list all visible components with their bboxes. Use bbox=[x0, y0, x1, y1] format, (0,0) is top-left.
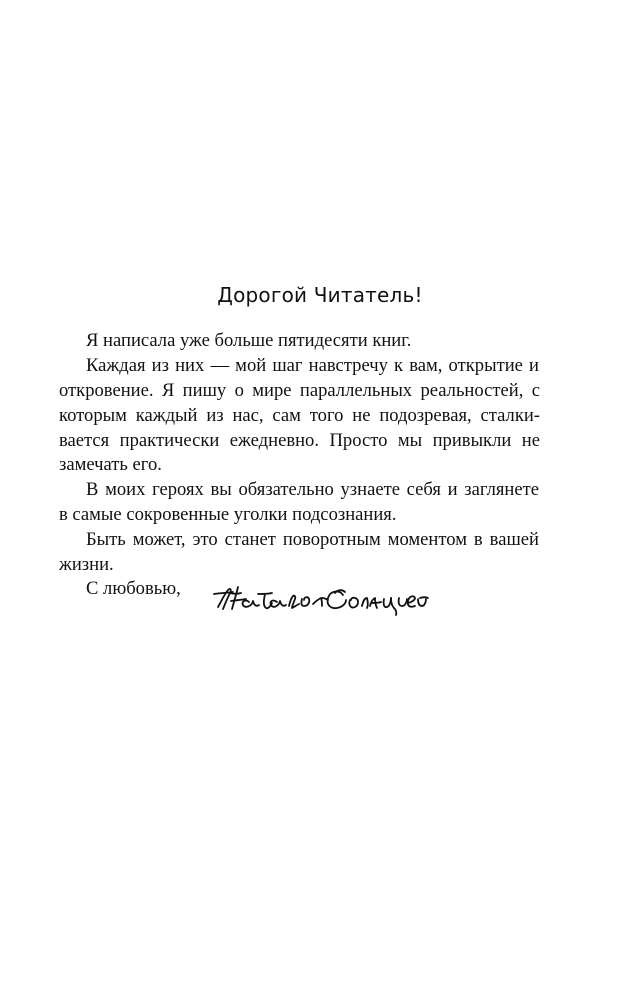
letter-line-7-part-1: В моих героях вы обязательно узнаете себя и загляне bbox=[86, 479, 523, 500]
letter-line-6: замечать его. bbox=[59, 454, 162, 475]
signature bbox=[210, 582, 430, 618]
letter-line-3: откровение. Я пишу о мире параллельных реальностей, с bbox=[59, 380, 540, 401]
letter-line-1: Я написала уже больше пятидесяти книг. bbox=[86, 330, 412, 351]
letter-line-10: жизни. bbox=[59, 554, 114, 575]
letter-line-9: Быть может, это станет поворотным моментом в вашей bbox=[86, 529, 539, 550]
letter-title: Дорогой Читатель! bbox=[217, 283, 423, 307]
letter-line-7 bbox=[86, 481, 539, 500]
letter-closing: С любовью, bbox=[86, 578, 181, 599]
letter-line-2: Каждая из них — мой шаг навстречу к вам, открытие и bbox=[86, 355, 539, 376]
letter-line-5: вается практически ежедневно. Просто мы привыкли не bbox=[59, 430, 540, 451]
signature-image bbox=[210, 582, 430, 618]
letter-line-8: в самые сокровенные уголки подсознания. bbox=[59, 504, 397, 525]
letter-line-7-part-2: те bbox=[522, 479, 539, 500]
letter-line-4: которым каждый из нас, сам того не подозревая, сталки- bbox=[59, 405, 540, 426]
